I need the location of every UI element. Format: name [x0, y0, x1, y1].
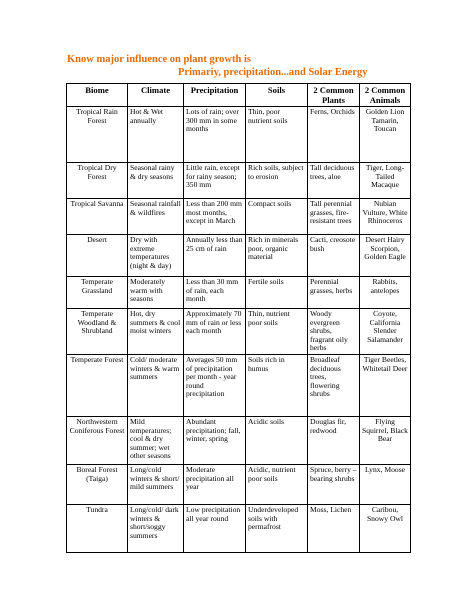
cell-animals: Caribou, Snowy Owl: [360, 504, 411, 552]
cell-soils: Thin, nutrient poor soils: [246, 309, 308, 355]
cell-precipitation: Less than 200 mm most months, except in March: [184, 199, 246, 235]
cell-biome: Temperate Forest: [67, 354, 128, 416]
cell-soils: Acidic, nutrient poor soils: [246, 464, 308, 504]
cell-climate: Seasonal rainy & dry seasons: [128, 163, 184, 199]
biome-table: [66, 83, 411, 553]
table-row: [67, 504, 411, 552]
cell-animals: Lynx, Moose: [360, 464, 411, 504]
cell-precipitation: Annually less than 25 cm of rain: [184, 235, 246, 277]
table-row: [67, 464, 411, 504]
cell-biome: Temperate Woodland & Shrubland: [67, 309, 128, 355]
cell-plants: Tall perennial grasses, fire-resistant trees: [308, 199, 360, 235]
cell-plants: Moss, Lichen: [308, 504, 360, 552]
table-row: [67, 235, 411, 277]
cell-soils: Soils rich in humus: [246, 354, 308, 416]
cell-precipitation: Averages 50 mm of precipitation per month - year round precipitation: [184, 354, 246, 416]
cell-biome: Tundra: [67, 504, 128, 552]
cell-plants: Perennial grasses, herbs: [308, 277, 360, 309]
cell-precipitation: Lots of rain; over 300 mm in some months: [184, 107, 246, 163]
cell-biome: Tropical Savanna: [67, 199, 128, 235]
table-row: [67, 199, 411, 235]
cell-climate: Cold/ moderate winters & warm summers: [128, 354, 184, 416]
cell-animals: Flying Squirrel, Black Bear: [360, 416, 411, 464]
cell-animals: Nubian Vulture, White Rhinoceros: [360, 199, 411, 235]
cell-plants: Tall deciduous trees, aloe: [308, 163, 360, 199]
cell-animals: Coyote, California Slender Salamander: [360, 309, 411, 355]
cell-animals: Tiger Beetles, Whitetail Deer: [360, 354, 411, 416]
cell-plants: Broadleaf deciduous trees, flowering shrubs: [308, 354, 360, 416]
cell-plants: Douglas fir, redwood: [308, 416, 360, 464]
header-biome: Biome: [67, 84, 128, 107]
page-heading: [67, 53, 467, 79]
cell-soils: Rich soils, subject to erosion: [246, 163, 308, 199]
header-plants: 2 Common Plants: [308, 84, 360, 107]
cell-climate: Long/cold/ dark winters & short/soggy summers: [128, 504, 184, 552]
cell-climate: Hot & Wet annually: [128, 107, 184, 163]
table-row: [67, 416, 411, 464]
header-animals: 2 Common Animals: [360, 84, 411, 107]
cell-plants: Ferns, Orchids: [308, 107, 360, 163]
cell-soils: Rich in minerals poor, organic material: [246, 235, 308, 277]
heading-line-2: Primariy, precipitation...and Solar Energy: [178, 67, 368, 78]
cell-soils: Acidic soils: [246, 416, 308, 464]
cell-soils: Compact soils: [246, 199, 308, 235]
cell-biome: Tropical Dry Forest: [67, 163, 128, 199]
cell-precipitation: Abundant precipitation; fall, winter, spring: [184, 416, 246, 464]
cell-plants: Cacti, creosote bush: [308, 235, 360, 277]
cell-animals: Golden Lion Tamarin, Toucan: [360, 107, 411, 163]
cell-climate: Moderately warm with seasons: [128, 277, 184, 309]
header-precipitation: Precipitation: [184, 84, 246, 107]
heading-line-1: Know major influence on plant growth is: [67, 54, 251, 65]
table-row: [67, 354, 411, 416]
cell-precipitation: Moderate precipitation all year: [184, 464, 246, 504]
cell-climate: Hot, dry summers & cool moist winters: [128, 309, 184, 355]
cell-precipitation: Low precipitation all year round: [184, 504, 246, 552]
cell-climate: Seasonal rainfall & wildfires: [128, 199, 184, 235]
cell-soils: Thin, poor nutrient soils: [246, 107, 308, 163]
cell-biome: Tropical Rain Forest: [67, 107, 128, 163]
cell-climate: Dry with extreme temperatures (night & day): [128, 235, 184, 277]
cell-biome: Desert: [67, 235, 128, 277]
cell-biome: Northwestern Coniferous Forest: [67, 416, 128, 464]
table-row: [67, 277, 411, 309]
cell-animals: Rabbits, antelopes: [360, 277, 411, 309]
cell-animals: Desert Hairy Scorpion, Golden Eagle: [360, 235, 411, 277]
cell-plants: Woody evergreen shrubs, fragrant oily herbs: [308, 309, 360, 355]
cell-precipitation: Approximately 70 mm of rain or less each month: [184, 309, 246, 355]
cell-plants: Spruce, berry – bearing shrubs: [308, 464, 360, 504]
cell-precipitation: Little rain, except for rainy season; 350 mm: [184, 163, 246, 199]
cell-biome: Temperate Grassland: [67, 277, 128, 309]
cell-precipitation: Less than 30 mm of rain, each month: [184, 277, 246, 309]
header-soils: Soils: [246, 84, 308, 107]
header-climate: Climate: [128, 84, 184, 107]
table-row: [67, 107, 411, 163]
cell-climate: Long/cold winters & short/ mild summers: [128, 464, 184, 504]
table-row: [67, 163, 411, 199]
cell-animals: Tiger, Long-Tailed Macaque: [360, 163, 411, 199]
cell-soils: Fertile soils: [246, 277, 308, 309]
table-row: [67, 309, 411, 355]
cell-biome: Boreal Forest (Taiga): [67, 464, 128, 504]
cell-soils: Underdeveloped soils with permafrost: [246, 504, 308, 552]
table-header-row: [67, 84, 411, 107]
cell-climate: Mild temperatures; cool & dry summer; wet other seasons: [128, 416, 184, 464]
